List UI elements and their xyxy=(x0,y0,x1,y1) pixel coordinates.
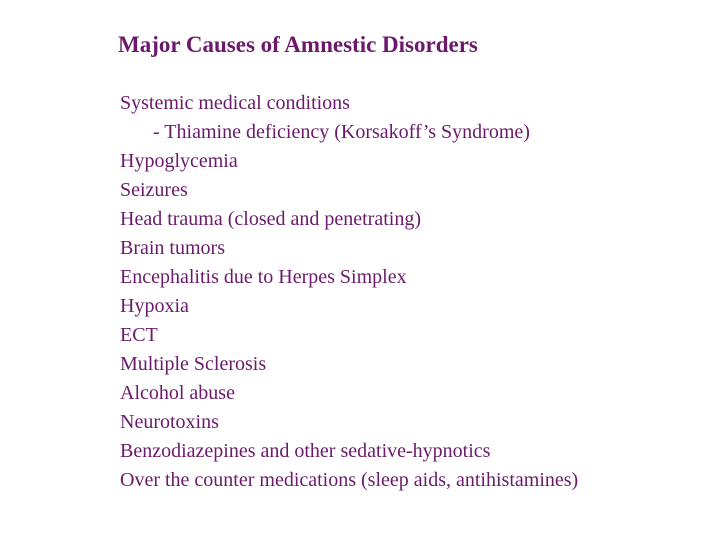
cause-item: Alcohol abuse xyxy=(120,382,235,404)
cause-item: Head trauma (closed and penetrating) xyxy=(120,208,421,230)
cause-list xyxy=(120,89,578,495)
cause-item: Hypoglycemia xyxy=(120,150,238,172)
slide-title: Major Causes of Amnestic Disorders xyxy=(118,32,478,57)
cause-item: Systemic medical conditions xyxy=(120,92,350,114)
cause-item: Multiple Sclerosis xyxy=(120,353,267,375)
cause-item: Over the counter medications (sleep aids, antihistamines) xyxy=(120,469,579,491)
cause-item: Seizures xyxy=(120,179,188,201)
cause-item: Neurotoxins xyxy=(120,411,219,433)
cause-item: ECT xyxy=(120,324,158,346)
cause-item: Encephalitis due to Herpes Simplex xyxy=(120,266,407,288)
cause-item: Brain tumors xyxy=(120,237,225,259)
cause-sub-item: - Thiamine deficiency (Korsakoff’s Syndrome) xyxy=(153,121,530,143)
cause-item: Hypoxia xyxy=(120,295,189,317)
cause-item: Benzodiazepines and other sedative-hypnotics xyxy=(120,440,491,462)
